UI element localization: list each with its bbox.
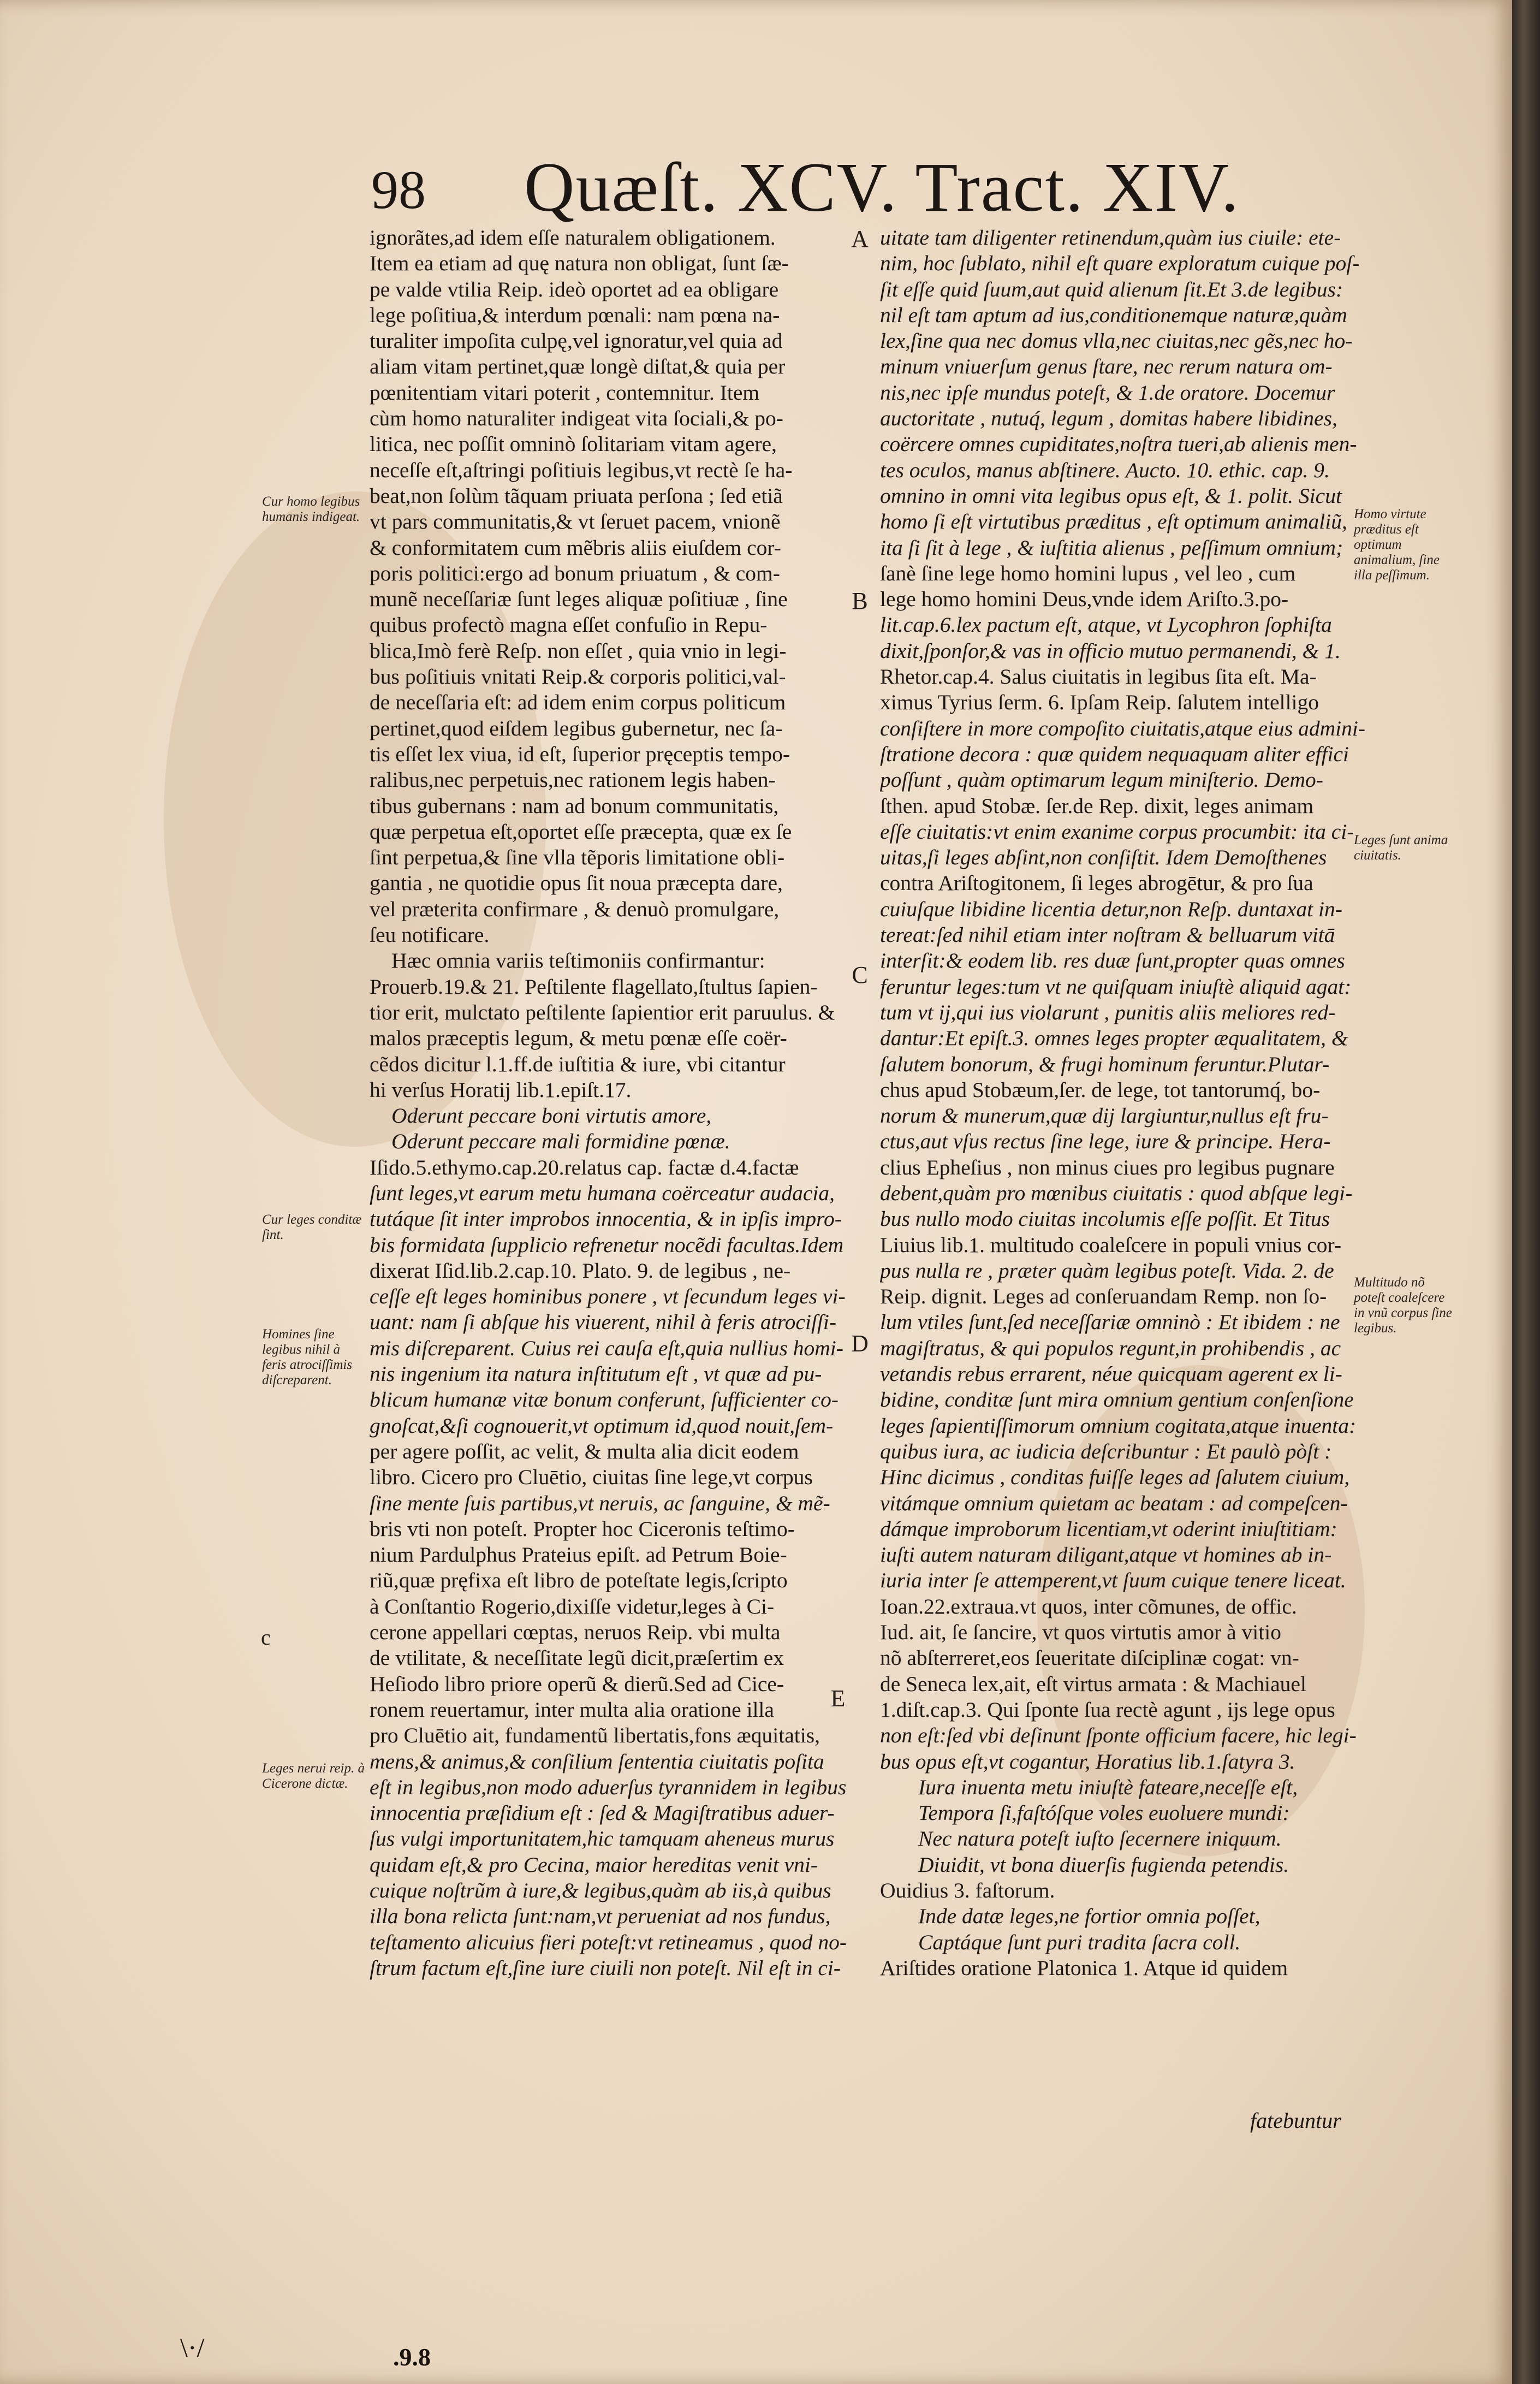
- left-margin-note: Cur homo legibus humanis indigeat.: [262, 494, 360, 524]
- signature-mark: .9.8: [393, 2343, 431, 2371]
- right-column-line: auctoritate , nutuq́, legum , domitas habere libidines,: [880, 406, 1337, 431]
- section-letter-a: A: [851, 226, 869, 252]
- right-column-line: lum vtiles ſunt,ſed neceſſariæ omninò : Et ibidem : ne: [880, 1310, 1340, 1335]
- right-text-column: [880, 225, 1371, 1981]
- left-column-line: vel præterita confirmare , & denuò promulgare,: [370, 897, 780, 921]
- left-column-line: gantia , ne quotidie opus ſit noua præcepta dare,: [370, 871, 783, 896]
- right-column-line: ſtratione decora : quæ quidem nequaquam aliter effici: [880, 742, 1349, 766]
- left-column-line: cerone appellari cœptas, neruos Reip. vbi multa: [370, 1620, 781, 1645]
- left-column-line: lege poſitiua,& interdum pœnali: nam pœna na-: [370, 303, 780, 327]
- left-column-line: innocentia præſidium eſt : ſed & Magiſtratibus aduer-: [370, 1801, 835, 1825]
- left-column-line: hi verſus Horatij lib.1.epiſt.17.: [370, 1077, 632, 1102]
- right-column-line: vitámque omnium quietam ac beatam : ad compeſcen-: [880, 1491, 1348, 1515]
- left-column-line: Heſiodo libro priore operũ & dierũ.Sed ad Cice-: [370, 1671, 784, 1696]
- left-column-line: aliam vitam pertinet,quæ longè diſtat,& quia per: [370, 354, 786, 379]
- right-margin-note: Homo virtute præditus eſt optimum animalium, ſine illa peſſimum.: [1354, 507, 1440, 583]
- right-column-line: Tempora ſi,faſtóſque voles euoluere mundi:: [918, 1801, 1290, 1825]
- right-column-line: Reip. dignit. Leges ad conſeruandam Remp. non ſo-: [880, 1284, 1327, 1309]
- right-column-line: ita ſi ſit à lege , & iuſtitia alienus , peſſimum omnium;: [880, 535, 1343, 560]
- left-column-line: per agere poſſit, ac velit, & multa alia dicit eodem: [370, 1439, 799, 1463]
- section-letter-d: D: [851, 1330, 869, 1357]
- left-margin-mark: c: [261, 1625, 271, 1650]
- right-column-line: clius Epheſius , non minus ciues pro legibus pugnare: [880, 1155, 1335, 1179]
- left-column-line: & conformitatem cum mẽbris aliis eiuſdem cor-: [370, 535, 781, 560]
- page-header: [371, 147, 1240, 226]
- left-column-line: pe valde vtilia Reip. ideò oportet ad ea obligare: [370, 277, 779, 301]
- left-margin-note: Leges nerui reip. à Cicerone dictæ.: [262, 1761, 365, 1791]
- right-column-line: Ioan.22.extrauа.vt quos, inter cõmunes, de offic.: [880, 1594, 1297, 1618]
- left-column-line: mens,& animus,& conſilium ſententia ciuitatis poſita: [370, 1749, 824, 1774]
- left-text-column: [370, 225, 861, 1981]
- left-column-line: neceſſe eſt,aſtringi poſitiuis legibus,vt rectè ſe ha-: [370, 458, 793, 482]
- left-column-line: malos præceptis legum, & metu pœnæ eſſe coër-: [370, 1026, 787, 1051]
- left-column-line: ſunt leges,vt earum metu humana coërceatur audacia,: [370, 1181, 835, 1205]
- left-column-line: pro Cluētio ait, fundamentũ libertatis,fons æquitatis,: [370, 1723, 820, 1748]
- right-column-line: ſit eſſe quid ſuum,aut quid alienum ſit.Et 3.de legibus:: [880, 277, 1343, 301]
- right-column-line: bidine, conditæ ſunt mira omnium gentium conſenſione: [880, 1387, 1354, 1412]
- right-column-line: norum & munerum,quæ dij largiuntur,nullus eſt fru-: [880, 1104, 1329, 1128]
- left-column-line: uant: nam ſi abſque his viuerent, nihil à feris atrociſſi-: [370, 1310, 837, 1335]
- right-column-line: homo ſi eſt virtutibus præditus , eſt optimum animaliũ,: [880, 509, 1347, 534]
- left-column-line: quidam eſt,& pro Cecina, maior hereditas venit vni-: [370, 1852, 818, 1877]
- right-column-line: iuria inter ſe attemperent,vt ſuum cuique tenere liceat.: [880, 1568, 1346, 1593]
- right-column-line: omnino in omni vita legibus opus eſt, & 1. polit. Sicut: [880, 483, 1342, 508]
- right-column-line: leges ſapientiſſimorum omnium cogitata,atque inuenta:: [880, 1413, 1357, 1438]
- left-column-line: cuique noſtrũm à iure,& legibus,quàm ab iis,à quibus: [370, 1878, 831, 1902]
- right-column-line: nim, hoc ſublato, nihil eſt quare exploratum cuique poſ-: [880, 251, 1360, 276]
- right-column-line: quibus iura, ac iudicia deſcribuntur : Et paulò pòſt :: [880, 1439, 1332, 1463]
- right-column-line: de Seneca lex,ait, eſt virtus armata : & Machiauel: [880, 1671, 1306, 1696]
- left-column-line: teſtamento alicuius fieri poteſt:vt retineamus , quod no-: [370, 1930, 847, 1954]
- right-column-line: uitate tam diligenter retinendum,quàm ius ciuile: ete-: [880, 226, 1341, 250]
- right-column-line: magiſtratus, & qui populos regunt,in prohibendis , ac: [880, 1336, 1341, 1360]
- left-column-line: turaliter impoſita culpę,vel ignoratur,vel quia ad: [370, 329, 783, 353]
- left-column-line: litica, nec poſſit omninò ſolitariam vitam agere,: [370, 432, 777, 456]
- right-column-line: uitas,ſi leges abſint,non conſiſtit. Idem Demoſthenes: [880, 845, 1327, 870]
- left-column-line: Iſido.5.ethymo.cap.20.relatus cap. factæ d.4.factæ: [370, 1155, 799, 1179]
- right-column-line: pus nulla re , præter quàm legibus poteſt. Vida. 2. de: [880, 1258, 1334, 1283]
- left-column-line: vt pars communitatis,& vt ſeruet pacem, vnionẽ: [370, 509, 781, 534]
- right-column-line: debent,quàm pro mœnibus ciuitatis : quod abſque legi-: [880, 1181, 1353, 1205]
- right-column-line: conſiſtere in more compoſito ciuitatis,atque eius admini-: [880, 716, 1365, 740]
- right-column-line: nis,nec ipſe mundus poteſt, & 1.de oratore. Docemur: [880, 380, 1335, 405]
- right-column-line: Diuidit, vt bona diuerſis fugienda petendis.: [918, 1852, 1289, 1877]
- right-column-line: lex,ſine qua nec domus vlla,nec ciuitas,nec gẽs,nec ho-: [880, 329, 1353, 353]
- left-column-line: Hæc omnia variis teſtimoniis confirmantur:: [391, 948, 765, 973]
- right-column-line: Hinc dicimus , conditas fuiſſe leges ad ſalutem ciuium,: [880, 1465, 1350, 1490]
- left-column-line: nis ingenium ita natura inſtitutum eſt , vt quæ ad pu-: [370, 1362, 822, 1386]
- right-column-line: Nec natura poteſt iuſto ſecernere iniquum.: [918, 1826, 1282, 1851]
- right-column-line: Captáque ſunt puri tradita ſacra coll.: [918, 1930, 1241, 1954]
- left-column-line: bris vti non poteſt. Propter hoc Ciceronis teſtimo-: [370, 1516, 795, 1541]
- right-column-line: lege homo homini Deus,vnde idem Ariſto.3.po-: [880, 587, 1289, 612]
- right-column-line: coërcere omnes cupiditates,noſtra tueri,ab alienis men-: [880, 432, 1357, 456]
- right-column-line: poſſunt , quàm optimarum legum miniſterio. Demo-: [880, 768, 1323, 792]
- right-column-line: vetandis rebus errarent, néue quicquam agerent ex li-: [880, 1362, 1342, 1386]
- right-column-line: minum vniuerſum genus ſtare, nec rerum natura om-: [880, 354, 1333, 379]
- catchword: fatebuntur: [1250, 2108, 1341, 2133]
- right-column-line: lit.cap.6.lex pactum eſt, atque, vt Lycophron ſophiſta: [880, 613, 1332, 637]
- left-column-line: libro. Cicero pro Cluētio, ciuitas ſine lege,vt corpus: [370, 1465, 813, 1490]
- left-column-line: cùm homo naturaliter indigeat vita ſociali,& po-: [370, 406, 783, 431]
- left-column-line: à Conſtantio Rogerio,dixiſſe videtur,leges à Ci-: [370, 1594, 775, 1618]
- left-column-line: Oderunt peccare boni virtutis amore,: [391, 1104, 712, 1128]
- left-column-line: Item ea etiam ad quę natura non obligat, ſunt ſæ-: [370, 251, 789, 276]
- left-column-line: tibus gubernans : nam ad bonum communitatis,: [370, 793, 779, 818]
- left-column-line: eſt in legibus,non modo aduerſus tyrannidem in legibus: [370, 1775, 847, 1799]
- right-column-line: Rhetor.cap.4. Salus ciuitatis in legibus ſita eſt. Ma-: [880, 665, 1317, 689]
- right-column-line: cuiuſque libidine licentia detur,non Reſp. duntaxat in-: [880, 897, 1342, 921]
- left-column-line: tior erit, mulctato peſtilente ſapientior erit paruulus. &: [370, 1000, 835, 1024]
- left-column-line: ceſſe eſt leges hominibus ponere , vt ſecundum leges vi-: [370, 1284, 846, 1309]
- left-column-line: Oderunt peccare mali formidine pœnæ.: [391, 1129, 730, 1154]
- right-column-line: bus opus eſt,vt cogantur, Horatius lib.1.ſatyra 3.: [880, 1749, 1295, 1774]
- left-column-line: ſtrum factum eſt,ſine iure ciuili non poteſt. Nil eſt in ci-: [370, 1955, 841, 1980]
- right-column-line: Iura inuenta metu iniuſtè fateare,neceſſe eſt,: [918, 1775, 1298, 1799]
- left-column-line: de vtilitate, & neceſſitate legũ dicit,præſertim ex: [370, 1646, 784, 1670]
- right-column-line: ſthen. apud Stobæ. ſer.de Rep. dixit, leges animam: [880, 793, 1314, 818]
- left-column-line: Prouerb.19.& 21. Peſtilente flagellato,ſtultus ſapien-: [370, 974, 818, 999]
- right-column-line: Ariſtides oratione Platonica 1. Atque id quidem: [880, 1955, 1288, 1980]
- right-column-line: ſalutem bonorum, & frugi hominum feruntur.Plutar-: [880, 1052, 1330, 1076]
- left-column-line: tis eſſet lex viua, id eſt, ſuperior pręceptis tempo-: [370, 742, 790, 766]
- left-column-line: blicum humanæ vitæ bonum conferunt, ſufficienter co-: [370, 1387, 839, 1412]
- left-column-line: mis diſcreparent. Cuius rei cauſa eſt,quia nullius homi-: [370, 1336, 843, 1360]
- left-column-line: ſint perpetua,& ſine vlla tẽporis limitatione obli-: [370, 845, 785, 870]
- left-column-line: cẽdos dicitur l.1.ff.de iuſtitia & iure, vbi citantur: [370, 1052, 786, 1076]
- left-column-line: bus poſitiuis vnitati Reip.& corporis politici,val-: [370, 665, 786, 689]
- left-column-line: ſine mente ſuis partibus,vt neruis, ac ſanguine, & mẽ-: [370, 1491, 830, 1515]
- right-column-line: ſanè ſine lege homo homini lupus , vel leo , cum: [880, 561, 1296, 585]
- right-column-line: feruntur leges:tum vt ne quiſquam iniuſtè aliquid agat:: [880, 974, 1352, 999]
- right-column-line: tereat:ſed nihil etiam inter noſtram & belluarum vitā: [880, 923, 1335, 947]
- right-column-line: iuſti autem naturam diligant,atque vt homines ab in-: [880, 1543, 1332, 1567]
- right-column-line: chus apud Stobæum,ſer. de lege, tot tantorumq́, bo-: [880, 1077, 1321, 1102]
- section-letter-b: B: [852, 588, 868, 614]
- right-column-line: non eſt:ſed vbi deſinunt ſponte officium facere, hic legi-: [880, 1723, 1357, 1748]
- left-column-line: poris politici:ergo ad bonum priuatum , & com-: [370, 561, 780, 585]
- right-column-line: 1.diſt.cap.3. Qui ſponte ſua rectè agunt , ijs lege opus: [880, 1697, 1335, 1722]
- right-column-line: Iud. ait, ſe ſancire, vt quos virtutis amor à vitio: [880, 1620, 1281, 1645]
- right-column-line: tum vt ij,qui ius violarunt , punitis aliis meliores red-: [880, 1000, 1336, 1024]
- right-margin-note: Leges ſunt anima ciuitatis.: [1354, 833, 1448, 863]
- right-column-line: nil eſt tam aptum ad ius,conditionemque naturæ,quàm: [880, 303, 1347, 327]
- left-margin-note: Homines ſine legibus nihil à feris atrociſſimis diſcreparent.: [262, 1327, 353, 1387]
- left-column-line: ronem reuertamur, inter multa alia oratione illa: [370, 1697, 774, 1722]
- left-column-line: ſeu notificare.: [370, 923, 490, 947]
- left-column-line: dixerat Iſid.lib.2.cap.10. Plato. 9. de legibus , ne-: [370, 1258, 791, 1283]
- left-column-line: bis formidata ſupplicio refrenetur nocẽdi facultas.Idem: [370, 1232, 844, 1257]
- section-letter-e: E: [830, 1685, 846, 1712]
- left-column-line: nium Pardulphus Prateius epiſt. ad Petrum Boie-: [370, 1543, 787, 1567]
- left-column-line: blica,Imò ferè Reſp. non eſſet , quia vnio in legi-: [370, 638, 787, 663]
- left-column-line: pertinet,quod eiſdem legibus gubernetur, nec ſa-: [370, 716, 783, 740]
- right-column-line: tes oculos, manus abſtinere. Aucto. 10. ethic. cap. 9.: [880, 458, 1330, 482]
- left-column-line: ignorãtes,ad idem eſſe naturalem obligationem.: [370, 226, 776, 250]
- right-column-line: Liuius lib.1. multitudo coaleſcere in populi vnius cor-: [880, 1232, 1342, 1257]
- right-column-line: ximus Tyrius ſerm. 6. Ipſam Reip. ſalutem intelligo: [880, 690, 1319, 715]
- right-column-line: dantur:Et epiſt.3. omnes leges propter æqualitatem, &: [880, 1026, 1348, 1051]
- section-letter-c: C: [852, 962, 868, 988]
- right-column-line: eſſe ciuitatis:vt enim exanime corpus procumbit: ita ci-: [880, 819, 1354, 844]
- left-column-line: munẽ neceſſariæ ſunt leges aliquæ poſitiuæ , ſine: [370, 587, 788, 612]
- bottom-mark: \·/: [180, 2332, 205, 2363]
- right-column-line: ctus,aut vſus rectus ſine lege, iure & principe. Hera-: [880, 1129, 1331, 1154]
- left-column-line: riũ,quæ pręfixa eſt libro de poteſtate legis,ſcripto: [370, 1568, 788, 1593]
- left-column-line: illa bona relicta ſunt:nam,vt perueniat ad nos fundus,: [370, 1904, 831, 1929]
- left-column-line: quibus profectò magna eſſet confuſio in Repu-: [370, 613, 768, 637]
- left-column-line: de neceſſaria eſt: ad idem enim corpus politicum: [370, 690, 786, 715]
- right-column-line: Ouidius 3. faſtorum.: [880, 1878, 1055, 1902]
- left-column-line: beat,non ſolùm tãquam priuata perſona ; ſed etiã: [370, 483, 783, 508]
- left-column-line: ſus vulgi importunitatem,hic tamquam aheneus murus: [370, 1826, 835, 1851]
- book-gutter: [1512, 0, 1540, 2384]
- page-number: 98: [371, 159, 426, 220]
- running-title: Quæſt. XCV. Tract. XIV.: [524, 149, 1240, 226]
- left-column-line: gnoſcat,&ſi cognouerit,vt optimum id,quod nouit,ſem-: [370, 1413, 834, 1438]
- left-margin-note: Cur leges conditæ ſint.: [262, 1212, 361, 1242]
- right-column-line: interſit:& eodem lib. res duæ ſunt,propter quas omnes: [880, 948, 1345, 973]
- left-column-line: pœnitentiam vitari poterit , contemnitur. Item: [370, 380, 760, 405]
- left-column-line: tutáque ſit inter improbos innocentia, & in ipſis impro-: [370, 1207, 842, 1231]
- right-margin-note: Multitudo nõ poteſt coaleſcere in vnũ corpus ſine legibus.: [1354, 1275, 1452, 1336]
- right-column-line: contra Ariſtogitonem, ſi leges abrogētur, & pro ſua: [880, 871, 1313, 896]
- left-column-line: ralibus,nec perpetuis,nec rationem legis haben-: [370, 768, 776, 792]
- right-column-line: bus nullo modo ciuitas incolumis eſſe poſſit. Et Titus: [880, 1207, 1330, 1231]
- right-column-line: dixit,ſponſor,& vas in officio mutuo permanendi, & 1.: [880, 638, 1341, 663]
- right-column-line: nõ abſterreret,eos ſeueritate diſciplinæ cogat: vn-: [880, 1646, 1299, 1670]
- right-column-line: dámque improborum licentiam,vt oderint iniuſtitiam:: [880, 1516, 1337, 1541]
- right-column-line: Inde datæ leges,ne fortior omnia poſſet,: [918, 1904, 1260, 1929]
- left-column-line: quæ perpetua eſt,oportet eſſe præcepta, quæ ex ſe: [370, 819, 792, 844]
